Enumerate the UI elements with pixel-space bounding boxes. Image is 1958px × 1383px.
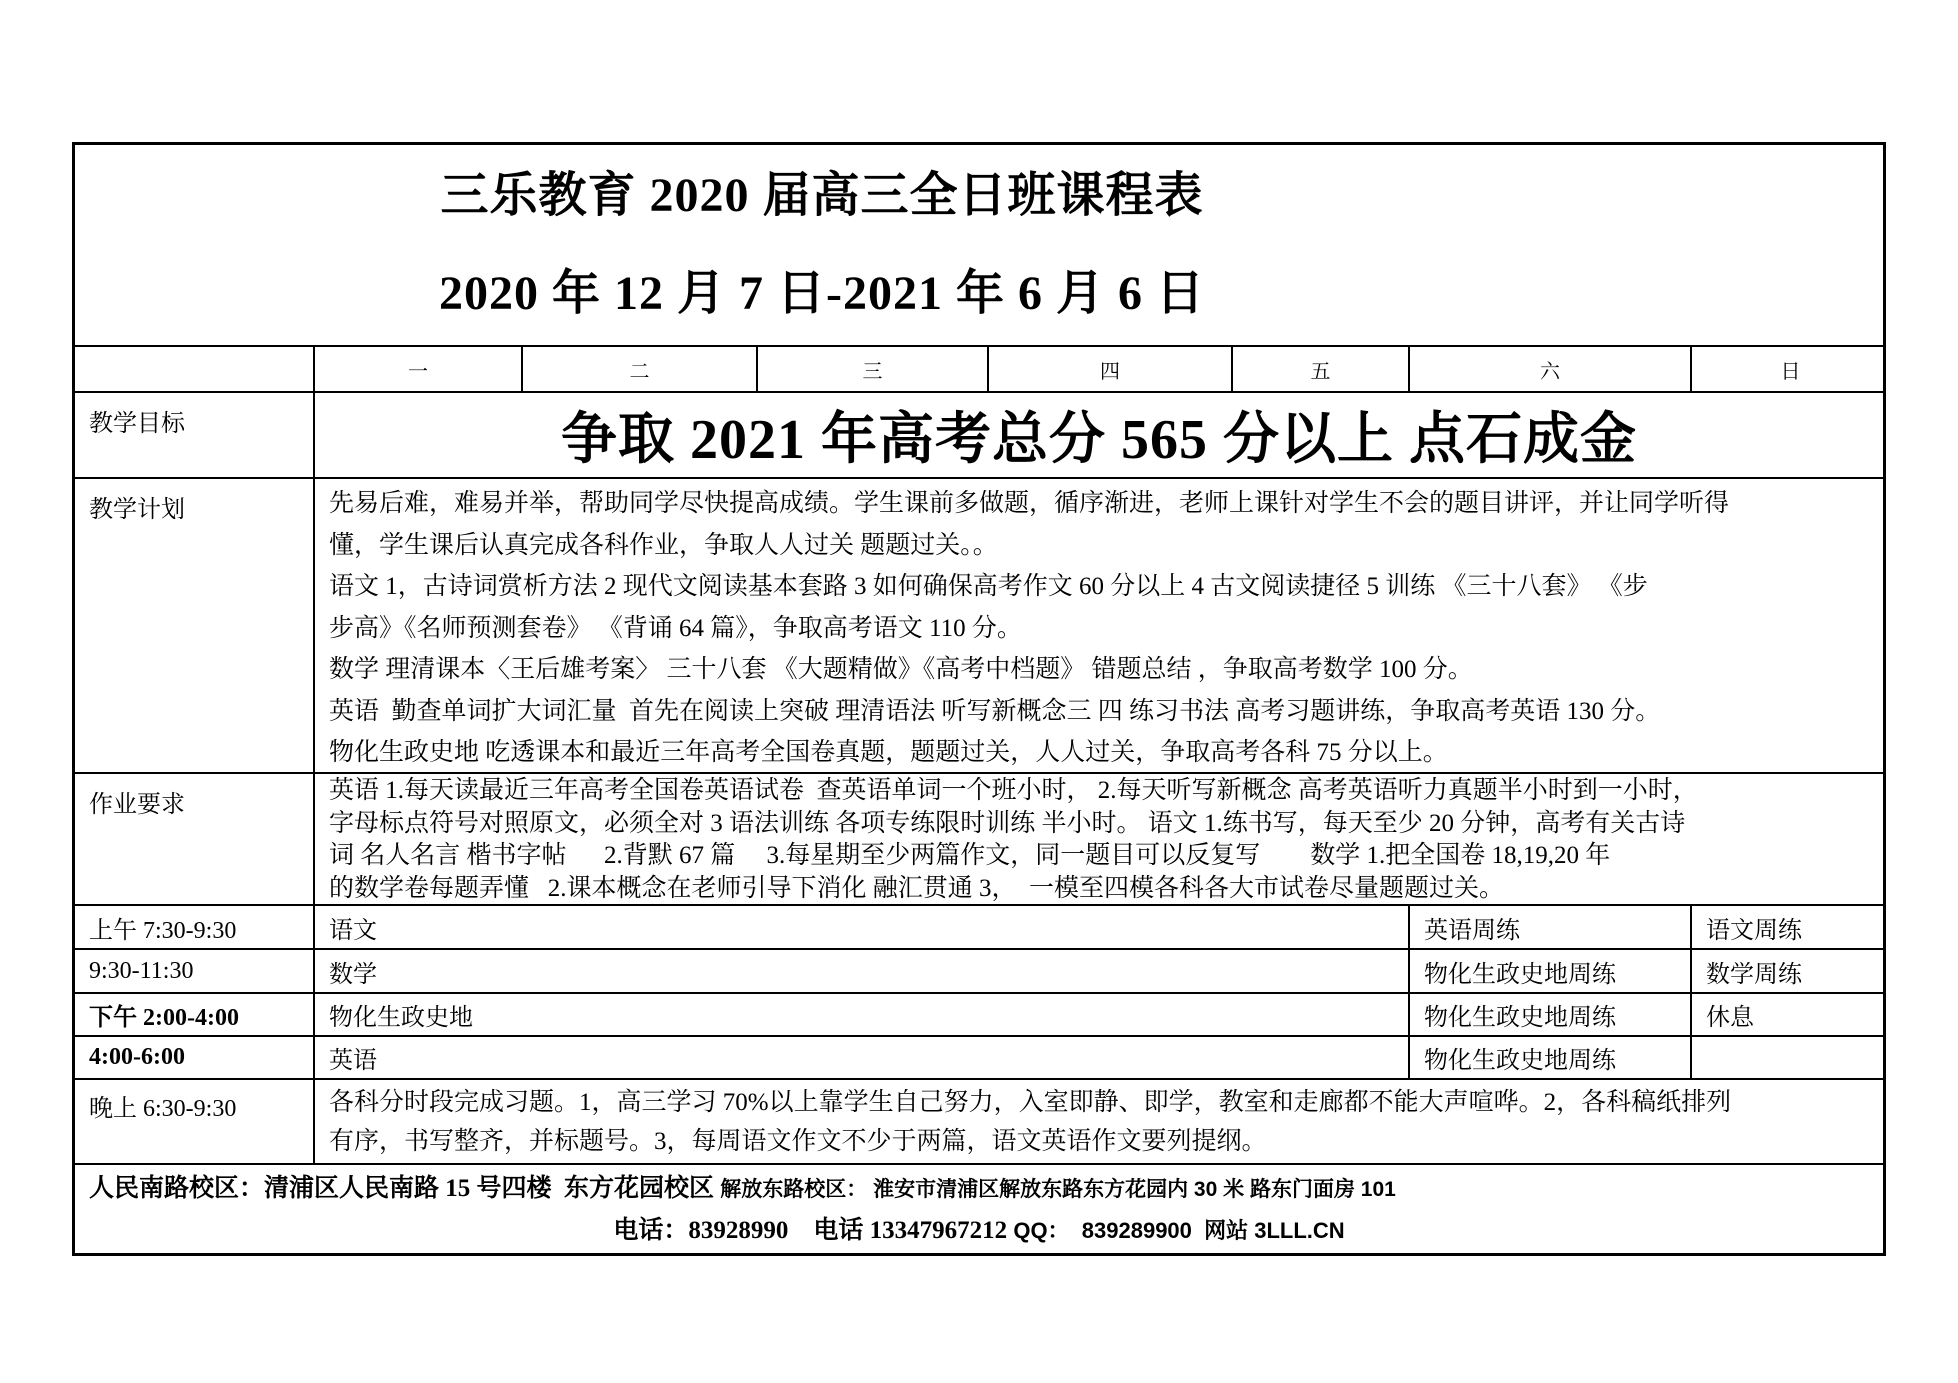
title-cell [75, 145, 1883, 345]
weekday-header-fri: 五 [1233, 347, 1410, 391]
homework-line: 词 名人名言 楷书字帖 2.背默 67 篇 3.每星期至少两篇作文，同一题目可以反复写 数学 1.把全国卷 18,19,20 年 [329, 842, 1611, 869]
homework-row [75, 774, 1883, 906]
weekday-header-wed: 三 [758, 347, 989, 391]
footer-cell [75, 1165, 1883, 1253]
teaching-plan-row [75, 479, 1883, 774]
time-slot-label: 上午 7:30-9:30 [75, 906, 315, 948]
footer-row [75, 1165, 1883, 1253]
homework-text [315, 774, 1883, 904]
weekday-header-row [75, 347, 1883, 393]
homework-line: 的数学卷每题弄懂 2.课本概念在老师引导下消化 融汇贯通 3， 一模至四模各科各大市试卷尽量题题过关。 [329, 874, 1505, 902]
time-slot-label: 9:30-11:30 [75, 950, 315, 992]
plan-line: 物化生政史地 吃透课本和最近三年高考全国卷真题，题题过关，人人过关，争取高考各科 75 分以上。 [329, 739, 1448, 766]
time-slot-label: 下午 2:00-4:00 [75, 994, 315, 1035]
schedule-row-evening [75, 1080, 1883, 1165]
contact-line [89, 1210, 1869, 1252]
saturday-subject: 英语周练 [1410, 906, 1692, 948]
title-row [75, 145, 1883, 347]
weekday-header-sat: 六 [1410, 347, 1692, 391]
schedule-row-afternoon1 [75, 994, 1883, 1037]
schedule-row-morning1 [75, 906, 1883, 950]
saturday-subject: 物化生政史地周练 [1410, 1037, 1692, 1078]
sunday-subject: 数学周练 [1706, 961, 1802, 988]
weekday-subject: 英语 [315, 1037, 1410, 1078]
plan-line: 先易后难，难易并举，帮助同学尽快提高成绩。学生课前多做题，循序渐进，老师上课针对学生不会的题目讲评，并让同学听得 [329, 490, 1730, 517]
campus-address-main: 人民南路校区：清浦区人民南路 15 号四楼 东方花园校区 [89, 1175, 721, 1202]
weekday-header-blank [75, 347, 315, 391]
schedule-table [72, 142, 1886, 1256]
teaching-plan-text [315, 479, 1883, 772]
date-range: 2020 年 12 月 7 日-2021 年 6 月 6 日 [439, 267, 1205, 320]
weekday-header-thu: 四 [989, 347, 1233, 391]
plan-line: 步高》《名师预测套卷》 《背诵 64 篇》，争取高考语文 110 分。 [329, 614, 1022, 642]
teaching-goal-row [75, 393, 1883, 479]
time-slot-label: 晚上 6:30-9:30 [75, 1080, 315, 1163]
phone-numbers: 电话：83928990 电话 13347967212 [613, 1217, 1014, 1244]
plan-line: 语文 1，古诗词赏析方法 2 现代文阅读基本套路 3 如何确保高考作文 60 分以上 4 古文阅读捷径 5 训练 《三十八套》 《步 [329, 573, 1648, 600]
document-title: 三乐教育 2020 届高三全日班课程表 [440, 169, 1204, 222]
time-slot-label: 4:00-6:00 [75, 1037, 315, 1078]
sunday-subject: 语文周练 [1706, 917, 1802, 944]
evening-line: 各科分时段完成习题。1，高三学习 70%以上靠学生自己努力，入室即静、即学，教室和走廊都不能大声喧哗。2，各科稿纸排列 [329, 1089, 1732, 1116]
schedule-row-afternoon2 [75, 1037, 1883, 1080]
weekday-header-tue: 二 [523, 347, 758, 391]
evening-line: 有序，书写整齐，并标题号。3，每周语文作文不少于两篇，语文英语作文要列提纲。 [329, 1128, 1267, 1155]
plan-line: 数学 理清课本〈王后雄考案〉 三十八套 《大题精做》《高考中档题》 错题总结 ，争取高考数学 100 分。 [329, 656, 1473, 683]
homework-line: 英语 1.每天读最近三年高考全国卷英语试卷 查英语单词一个班小时， 2.每天听写新概念 高考英语听力真题半小时到一小时， [329, 777, 1698, 804]
saturday-subject: 物化生政史地周练 [1410, 994, 1692, 1035]
saturday-subject: 物化生政史地周练 [1410, 950, 1692, 992]
sunday-subject [1692, 1037, 1889, 1078]
homework-label: 作业要求 [75, 774, 315, 904]
sunday-subject: 休息 [1706, 1005, 1754, 1031]
weekday-header-mon: 一 [315, 347, 523, 391]
teaching-plan-label: 教学计划 [75, 479, 315, 772]
schedule-row-morning2 [75, 950, 1883, 994]
homework-line: 字母标点符号对照原文，必须全对 3 语法训练 各项专练限时训练 半小时。 语文 1.练书写，每天至少 20 分钟，高考有关古诗 [329, 809, 1686, 837]
evening-rules-text [315, 1080, 1883, 1163]
weekday-subject: 数学 [315, 950, 1410, 992]
weekday-subject: 语文 [315, 906, 1410, 948]
plan-line: 懂，学生课后认真完成各科作业，争取人人过关 题题过关。。 [329, 531, 998, 559]
weekday-subject: 物化生政史地 [315, 994, 1410, 1035]
campus-address-small: 解放东路校区： 淮安市清浦区解放东路东方花园内 30 米 路东门面房 101 [720, 1178, 1396, 1201]
plan-line: 英语 勤查单词扩大词汇量 首先在阅读上突破 理清语法 听写新概念三 四 练习书法 高考习题讲练，争取高考英语 130 分。 [329, 697, 1661, 725]
weekday-header-sun: 日 [1780, 360, 1801, 383]
teaching-goal-label: 教学目标 [75, 393, 315, 477]
teaching-goal-text: 争取 2021 年高考总分 565 分以上 点石成金 [561, 409, 1637, 471]
campus-address-line [89, 1169, 1877, 1210]
qq-website: QQ： 839289900 网站 3LLL.CN [1013, 1218, 1345, 1243]
